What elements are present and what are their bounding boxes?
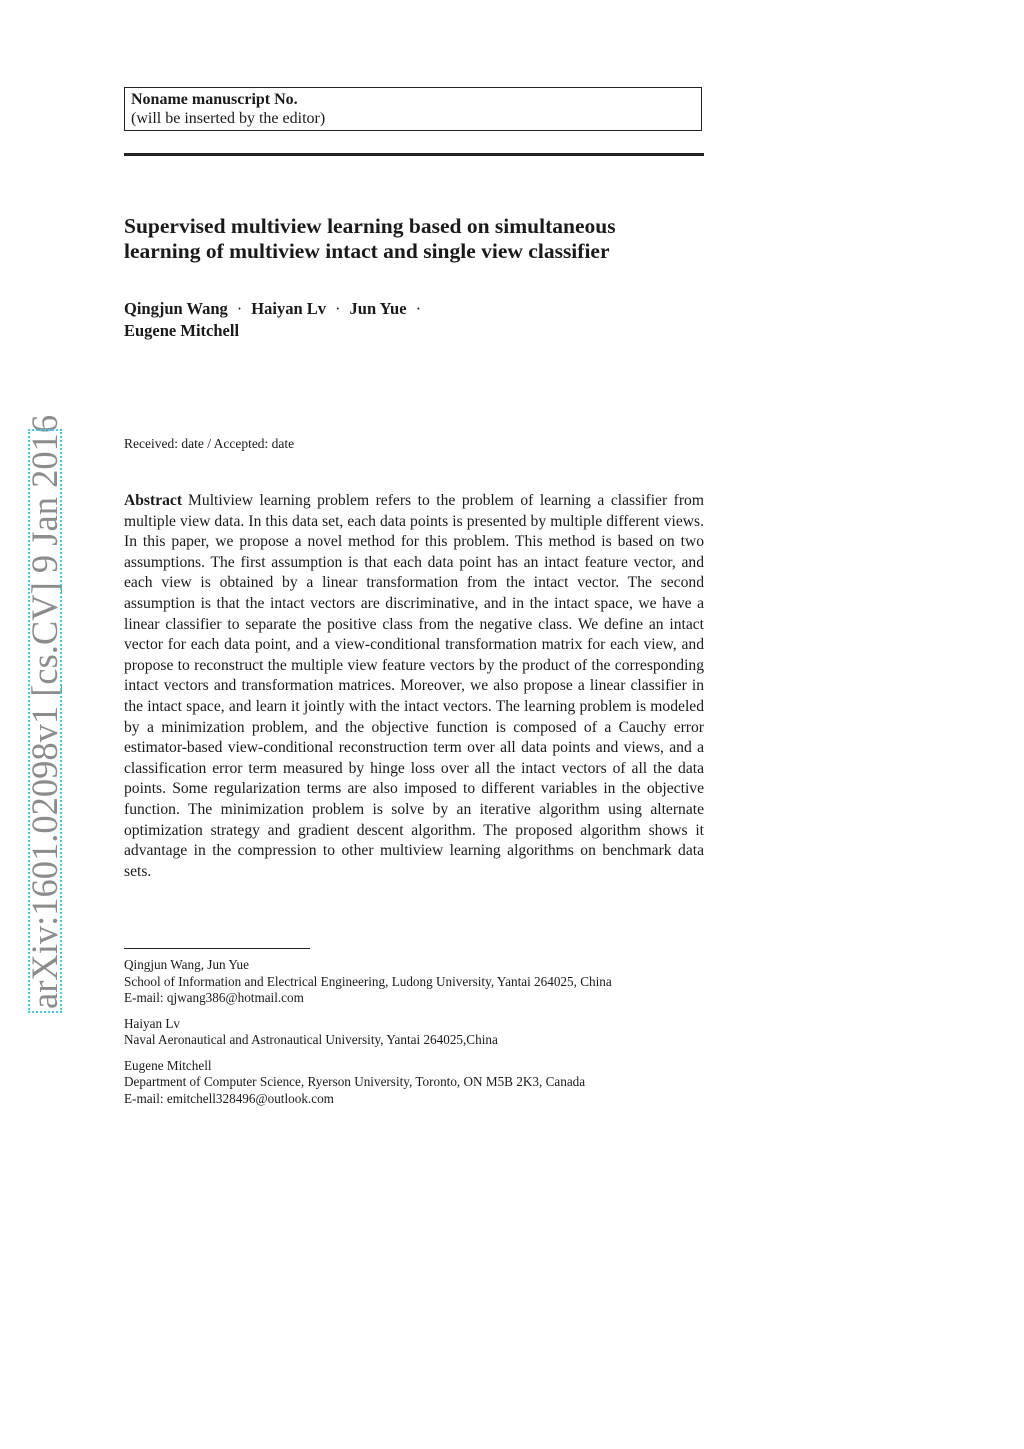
editor-note: (will be inserted by the editor) — [131, 110, 326, 127]
affiliation-organization: School of Information and Electrical Engineering, Ludong University, Yantai 264025, China — [124, 973, 612, 989]
author-name: Eugene Mitchell — [124, 321, 240, 340]
paper-title-line-2: learning of multiview intact and single view classifier — [124, 239, 610, 263]
arxiv-identifier-stamp: arXiv:1601.02098v1 [cs.CV] 9 Jan 2016 — [24, 414, 65, 1009]
manuscript-number-label: Noname manuscript No. — [131, 91, 298, 108]
author-name: Haiyan Lv — [251, 299, 327, 318]
affiliation-organization: Department of Computer Science, Ryerson University, Toronto, ON M5B 2K3, Canada — [124, 1074, 586, 1089]
author-row-2 — [124, 320, 704, 342]
author-separator: · — [335, 299, 341, 318]
affiliation-names: Haiyan Lv — [124, 1015, 181, 1031]
author-list — [124, 298, 704, 342]
affiliation-email: E-mail: qjwang386@hotmail.com — [124, 990, 304, 1005]
author-row-1 — [124, 298, 704, 320]
affiliation-email: E-mail: emitchell328496@outlook.com — [124, 1090, 334, 1106]
affiliation-block — [124, 1058, 714, 1108]
abstract-text: Multiview learning problem refers to the problem of learning a classifier from multiple view data. In this data set, each data points is presented by multiple different views. In this paper, we propose a novel method for this problem. This method is based on two assumptions. The first assumption is that each data point has an intact feature vector, and each view is obtained by a linear transformation from the intact vector. The second assumption is that the intact vectors are discriminative, and in the intact space, we have a linear classifier to separate the positive class from the negative class. We define an intact vector for each data point, and a view-conditional transformation matrix for each view, and propose to reconstruct the multiple view feature vectors by the product of the corresponding intact vectors and transformation matrices. Moreover, we also propose a linear classifier in the intact space, and learn it jointly with the intact vectors. The learning problem is modeled by a minimization problem, and the objective function is composed of a Cauchy error estimator-based view-conditional reconstruction term over all data points and views, and a classification error term measured by hinge loss over all the intact vectors of all the data points. Some regularization terms are also imposed to different variables in the objective function. The minimization problem is solve by an iterative algorithm using alternate optimization strategy and gradient descent algorithm. The proposed algorithm shows it advantage in the compression to other multiview learning algorithms on benchmark data sets. — [124, 492, 704, 880]
affiliation-names: Eugene Mitchell — [124, 1057, 212, 1073]
author-name: Qingjun Wang — [124, 299, 228, 318]
affiliation-block — [124, 957, 714, 1007]
footnote-rule — [124, 948, 310, 949]
paper-title — [124, 214, 714, 264]
editor-box — [124, 87, 702, 131]
affiliations — [124, 957, 714, 1116]
header-rule — [124, 153, 704, 156]
abstract-label: Abstract — [124, 492, 183, 509]
affiliation-names: Qingjun Wang, Jun Yue — [124, 957, 249, 972]
abstract — [124, 491, 704, 882]
received-accepted-date: Received: date / Accepted: date — [124, 436, 295, 451]
paper-title-line-1: Supervised multiview learning based on simultaneous — [124, 214, 616, 238]
author-separator: · — [236, 299, 243, 318]
author-separator: · — [415, 299, 422, 318]
affiliation-organization: Naval Aeronautical and Astronautical University, Yantai 264025,China — [124, 1032, 498, 1047]
affiliation-block — [124, 1016, 714, 1049]
author-name: Jun Yue — [349, 299, 407, 318]
